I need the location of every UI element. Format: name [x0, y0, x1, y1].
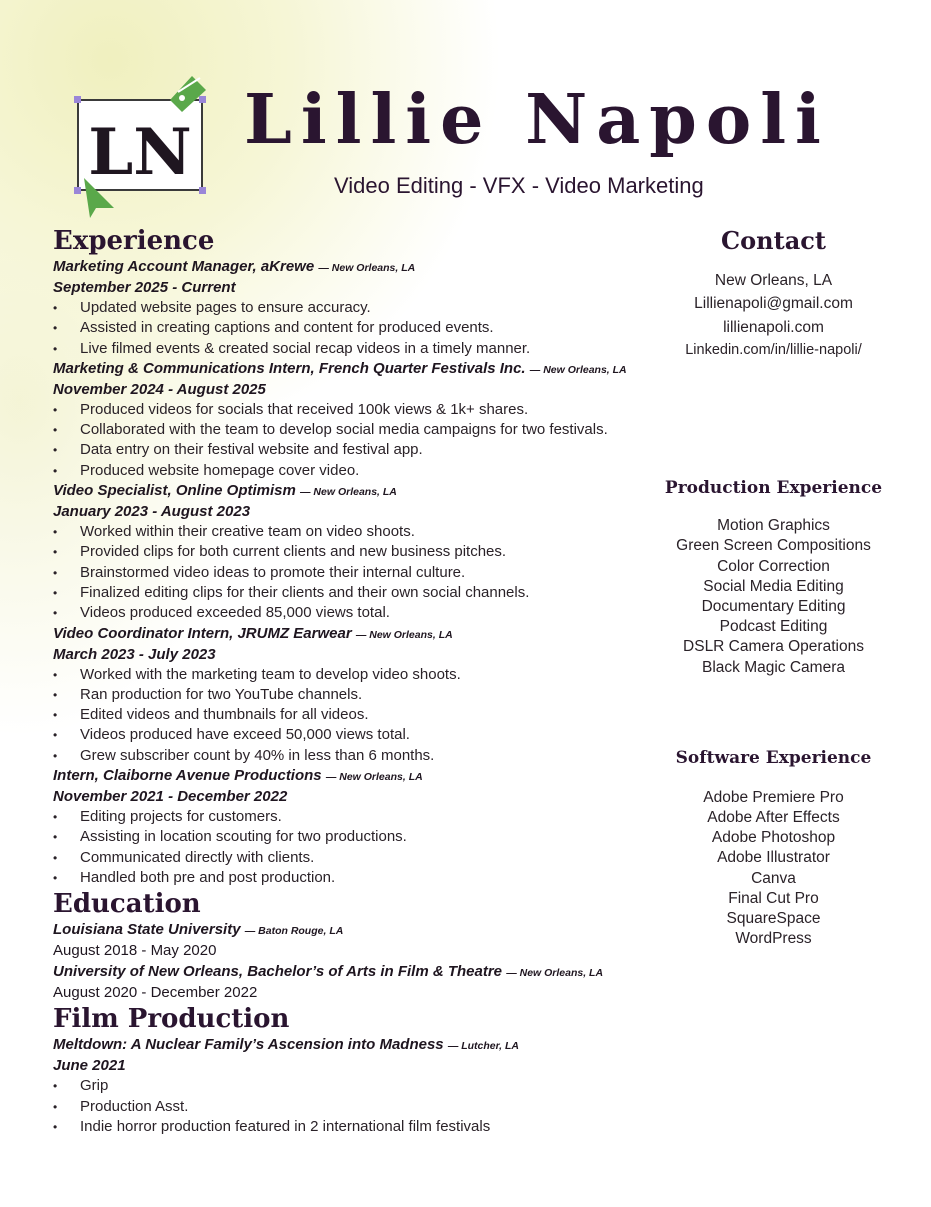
job-dates: November 2021 - December 2022: [53, 788, 288, 806]
logo-text: LN: [88, 115, 192, 190]
list-item: • Assisting in location scouting for two productions.: [53, 827, 653, 847]
list-item: Social Media Editing: [703, 577, 844, 595]
job-dates: November 2024 - August 2025: [53, 380, 266, 398]
list-item: • Collaborated with the team to develop social media campaigns for two festivals.: [53, 420, 653, 440]
contact-list: [646, 269, 901, 362]
left-column: [53, 225, 653, 1137]
list-item: • Handled both pre and post production.: [53, 868, 653, 888]
job-entry: [53, 481, 653, 623]
job-entry: [53, 766, 653, 888]
job-entry: [53, 624, 653, 766]
list-item: Final Cut Pro: [728, 889, 819, 907]
list-item: DSLR Camera Operations: [683, 638, 864, 656]
school-name: Louisiana State University — Baton Rouge, LA: [53, 921, 344, 939]
list-item: • Communicated directly with clients.: [53, 848, 653, 868]
list-item: • Worked within their creative team on video shoots.: [53, 522, 653, 542]
software-list: [646, 788, 901, 950]
job-role: Video Specialist, Online Optimism — New Orleans, LA: [53, 482, 397, 500]
list-item: • Grew subscriber count by 40% in less than 6 months.: [53, 746, 653, 766]
list-item: • Worked with the marketing team to develop video shoots.: [53, 665, 653, 685]
contact-linkedin: Linkedin.com/in/lillie-napoli/: [685, 341, 862, 358]
school-name: University of New Orleans, Bachelor’s of Arts in Film & Theatre — New Orleans, LA: [53, 962, 604, 980]
list-item: Color Correction: [717, 557, 830, 575]
list-item: Green Screen Compositions: [676, 537, 871, 555]
list-item: • Videos produced exceeded 85,000 views total.: [53, 603, 653, 623]
list-item: Motion Graphics: [717, 517, 830, 535]
list-item: WordPress: [735, 930, 812, 948]
list-item: Adobe After Effects: [707, 809, 840, 827]
list-item: • Grip: [53, 1076, 653, 1096]
production-list: [646, 516, 901, 678]
list-item: • Brainstormed video ideas to promote their internal culture.: [53, 563, 653, 583]
list-item: • Indie horror production featured in 2 international film festivals: [53, 1117, 653, 1137]
list-item: Black Magic Camera: [702, 658, 845, 676]
contact-email: Lillienapoli@gmail.com: [694, 295, 853, 313]
list-item: • Production Asst.: [53, 1097, 653, 1117]
list-item: • Ran production for two YouTube channels.: [53, 685, 653, 705]
tagline: Video Editing - VFX - Video Marketing: [334, 173, 704, 198]
job-role: Video Coordinator Intern, JRUMZ Earwear — New Orleans, LA: [53, 624, 453, 642]
film-title: Meltdown: A Nuclear Family’s Ascension into Madness — Lutcher, LA: [53, 1036, 519, 1054]
list-item: • Finalized editing clips for their clients and their own social channels.: [53, 583, 653, 603]
list-item: • Produced website homepage cover video.: [53, 461, 653, 481]
list-item: Adobe Photoshop: [711, 829, 836, 847]
job-dates: September 2025 - Current: [53, 279, 236, 296]
list-item: • Edited videos and thumbnails for all videos.: [53, 705, 653, 725]
list-item: • Provided clips for both current clients and new business pitches.: [53, 542, 653, 562]
list-item: • Editing projects for customers.: [53, 807, 653, 827]
list-item: Podcast Editing: [719, 618, 828, 636]
film-production-heading: Film Production: [53, 1004, 290, 1035]
software-experience-heading: Software Experience: [675, 747, 872, 768]
list-item: SquareSpace: [726, 910, 821, 928]
list-item: • Assisted in creating captions and content for produced events.: [53, 318, 653, 338]
school-dates: August 2020 - December 2022: [53, 983, 258, 1001]
education-entry: [53, 962, 653, 1004]
job-role: Marketing & Communications Intern, French Quarter Festivals Inc. — New Orleans, LA: [53, 359, 627, 377]
list-item: • Data entry on their festival website and festival app.: [53, 440, 653, 460]
education-heading: Education: [53, 889, 201, 920]
job-dates: January 2023 - August 2023: [53, 503, 251, 521]
school-dates: August 2018 - May 2020: [53, 942, 217, 960]
contact-website: lillienapoli.com: [723, 318, 824, 336]
list-item: • Produced videos for socials that received 100k views & 1k+ shares.: [53, 400, 653, 420]
production-experience-heading: Production Experience: [664, 478, 883, 499]
job-dates: March 2023 - July 2023: [53, 645, 216, 663]
list-item: Adobe Illustrator: [717, 849, 830, 867]
film-entry: [53, 1035, 653, 1137]
contact-heading: Contact: [721, 226, 826, 255]
job-entry: [53, 359, 653, 481]
name-title: Lillie Napoli: [244, 80, 830, 160]
job-role: Marketing Account Manager, aKrewe — New Orleans, LA: [53, 258, 416, 275]
list-item: • Videos produced have exceed 50,000 views total.: [53, 725, 653, 745]
contact-location: New Orleans, LA: [714, 272, 833, 289]
list-item: Canva: [751, 869, 796, 887]
education-entry: [53, 920, 653, 962]
right-column: [646, 225, 901, 949]
list-item: Documentary Editing: [701, 598, 846, 615]
job-entry: [53, 257, 653, 359]
job-role: Intern, Claiborne Avenue Productions — New Orleans, LA: [53, 767, 423, 785]
list-item: • Updated website pages to ensure accuracy.: [53, 298, 653, 318]
list-item: Adobe Premiere Pro: [703, 788, 844, 806]
film-dates: June 2021: [53, 1057, 126, 1075]
experience-heading: Experience: [53, 226, 215, 256]
logo: [74, 70, 214, 220]
list-item: • Live filmed events & created social recap videos in a timely manner.: [53, 339, 653, 359]
